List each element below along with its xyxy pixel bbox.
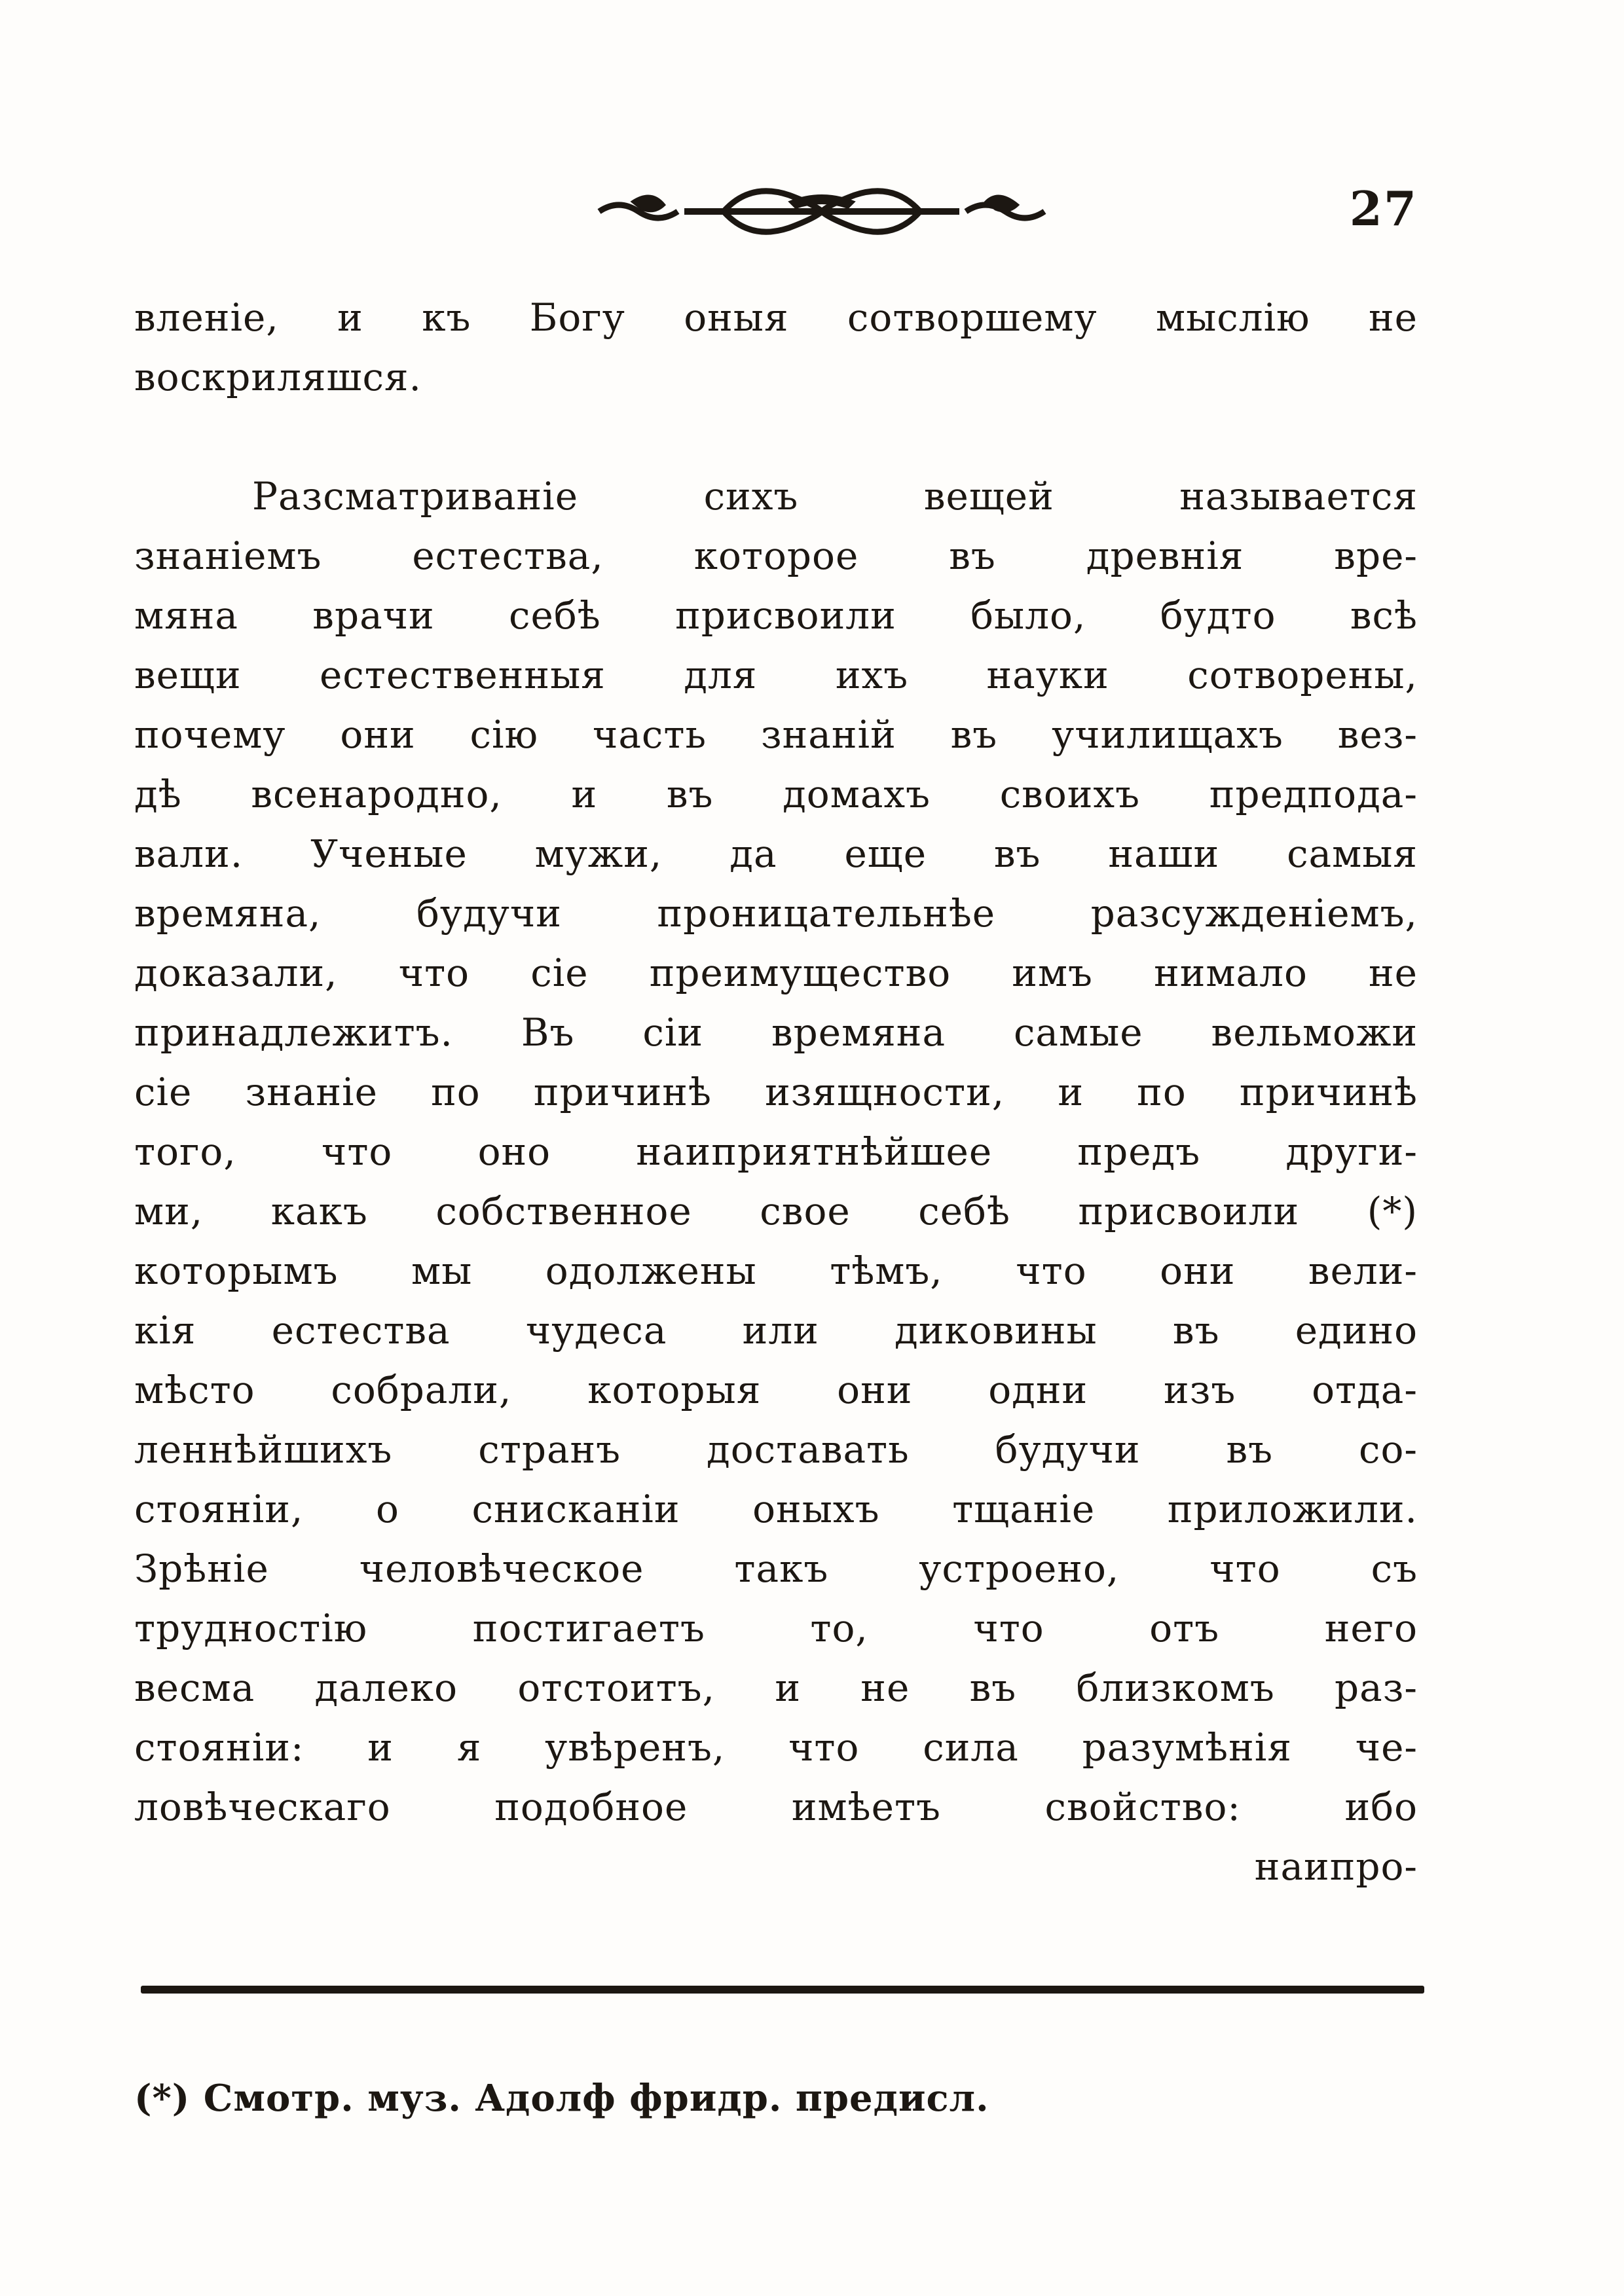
- text-line: ловѣческаго подобное имѣетъ свойство: ибо: [134, 1785, 1418, 1829]
- text-line: знаніемъ естества, которое въ древнія вре-: [134, 534, 1418, 578]
- text-line: дѣ всенародно, и въ домахъ своихъ предпода-: [134, 772, 1418, 816]
- header-ornament-icon: [593, 175, 1051, 247]
- text-line: леннѣйшихъ странъ доставать будучи въ со-: [134, 1427, 1418, 1472]
- text-line: Разсматриваніе сихъ вещей называется: [252, 474, 1418, 519]
- footnote: (*) Смотр. муз. Адолф фридр. предисл.: [134, 2077, 989, 2120]
- text-line: трудностію постигаетъ то, что отъ него: [134, 1606, 1418, 1650]
- text-line: Зрѣніе человѣческое такъ устроено, что съ: [134, 1546, 1418, 1591]
- text-line: времяна, будучи проницательнѣе разсужденіемъ,: [134, 891, 1418, 936]
- paragraph-main: [134, 467, 1418, 1897]
- text-line: которымъ мы одолжены тѣмъ, что они вели-: [134, 1248, 1418, 1293]
- page-number: 27: [1349, 181, 1418, 236]
- page-header: [134, 175, 1418, 247]
- text-line: вленіе, и къ Богу оныя сотворшему мыслію не: [134, 295, 1418, 340]
- text-line: сіе знаніе по причинѣ изящности, и по причинѣ: [134, 1070, 1418, 1114]
- text-line: мяна врачи себѣ присвоили было, будто всѣ: [134, 593, 1418, 638]
- text-line: стояніи: и я увѣренъ, что сила разумѣнія че-: [134, 1725, 1418, 1770]
- text-line: весма далеко отстоитъ, и не въ близкомъ раз-: [134, 1666, 1418, 1710]
- text-line: ми, какъ собственное свое себѣ присвоили (*): [134, 1189, 1418, 1233]
- text-line: стояніи, о снисканіи оныхъ тщаніе приложили.: [134, 1487, 1418, 1531]
- text-line: принадлежитъ. Въ сіи времяна самые вельможи: [134, 1010, 1418, 1055]
- text-line: вещи естественныя для ихъ науки сотворены,: [134, 653, 1418, 697]
- footnote-divider: [141, 1986, 1424, 1994]
- text-line: мѣсто собрали, которыя они одни изъ отда-: [134, 1368, 1418, 1412]
- text-line: вали. Ученые мужи, да еще въ наши самыя: [134, 831, 1418, 876]
- catchword: наипро-: [1254, 1844, 1418, 1889]
- text-line: кія естества чудеса или диковины въ едино: [134, 1308, 1418, 1353]
- text-line: доказали, что сіе преимущество имъ нимало не: [134, 951, 1418, 995]
- text-line: почему они сію часть знаній въ училищахъ вез-: [134, 712, 1418, 757]
- paragraph-continued: [134, 288, 1418, 407]
- text-line: воскриляшся.: [134, 355, 422, 399]
- text-line: того, что оно наиприятнѣйшее предъ други-: [134, 1129, 1418, 1174]
